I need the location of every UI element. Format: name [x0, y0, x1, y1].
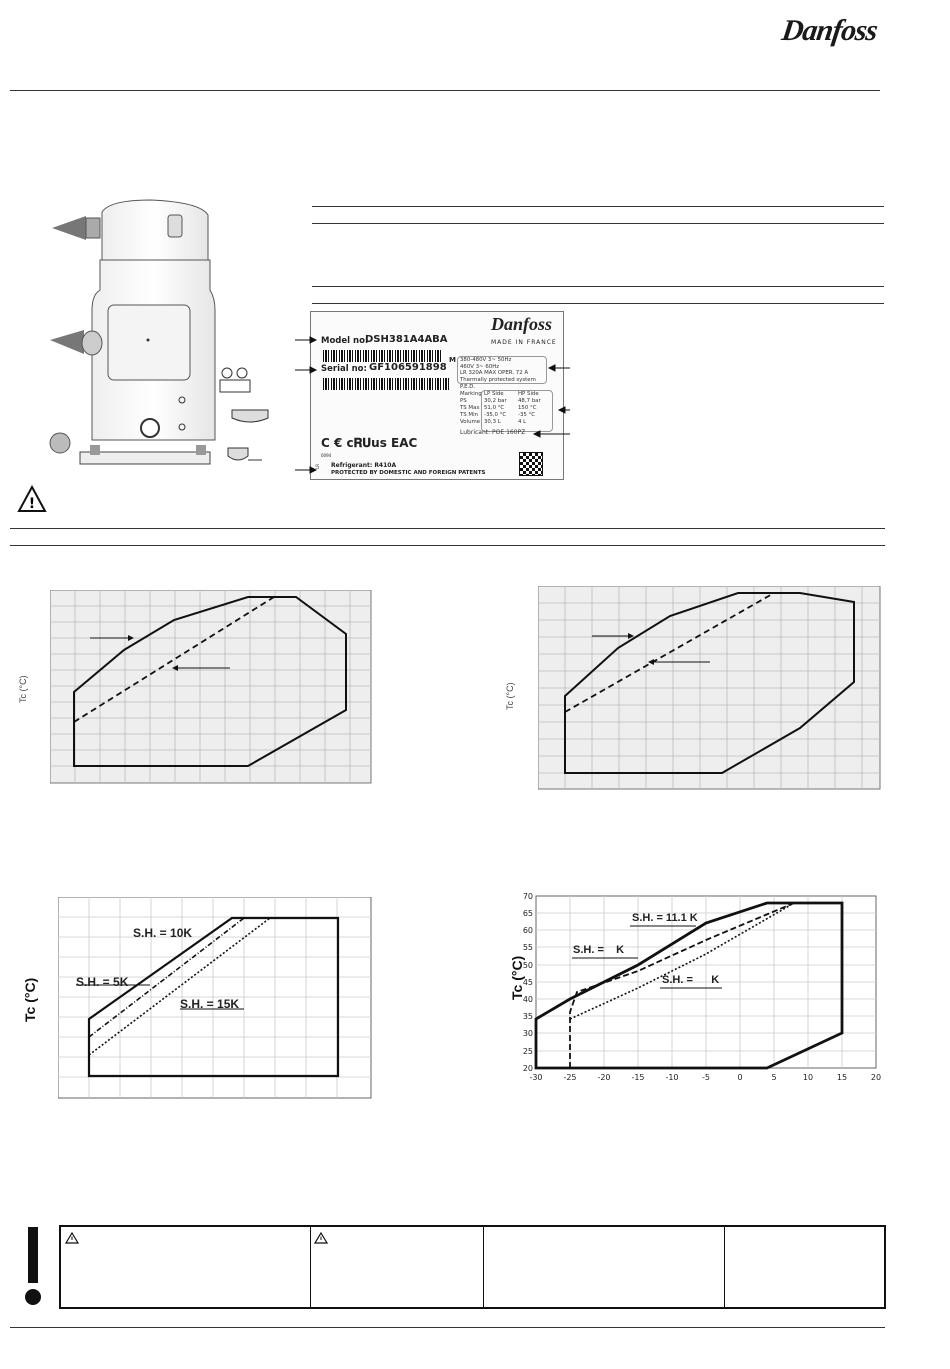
label-sh-5k: S.H. = 5K	[76, 975, 129, 989]
ped-ps: PS	[460, 398, 467, 404]
ped-tsmax: TS Max	[460, 405, 480, 411]
warning-cell-3	[483, 1227, 725, 1307]
label-sh-11-1k: S.H. = 11.1 K	[632, 912, 698, 924]
power-line-4: Thermally protected system	[460, 376, 536, 383]
ped-tsmin: TS Min	[460, 412, 478, 418]
svg-text:65: 65	[522, 909, 533, 918]
svg-text:-15: -15	[631, 1073, 645, 1082]
ped-label: P.E.D.	[460, 384, 476, 390]
hp-header: HP Side	[518, 391, 539, 397]
label-sh-k-b: S.H. = K	[662, 974, 720, 986]
side-mark: LR	[315, 463, 321, 470]
suction-arrow-icon	[50, 330, 84, 354]
nameplate-arrows	[290, 330, 580, 475]
header-divider	[10, 90, 880, 91]
svg-text:70: 70	[522, 892, 533, 901]
label-sh-k-a: S.H. = K	[573, 944, 625, 956]
lp-tsmax: 51,0 °C	[484, 405, 505, 411]
chart1-ylabel: Tc (°C)	[18, 675, 28, 703]
lp-ps: 30,2 bar	[484, 398, 507, 404]
model-label: Model no:	[321, 336, 369, 346]
warning-cell-1	[61, 1227, 311, 1307]
svg-text:20: 20	[522, 1064, 533, 1073]
svg-text:20: 20	[870, 1073, 882, 1082]
power-line-1: 380-480V 3~ 50Hz	[460, 357, 512, 363]
warning-cell-2	[310, 1227, 484, 1307]
lp-tsmin: -35,0 °C	[484, 412, 507, 418]
serial-label: Serial no:	[321, 364, 367, 374]
envelope-chart-2	[538, 586, 881, 790]
compressor-drawing	[20, 190, 280, 485]
chart4-ylabel: Tc (°C)	[509, 955, 525, 1000]
chart2-ylabel: Tc (°C)	[505, 682, 515, 710]
svg-text:55: 55	[522, 943, 533, 952]
svg-text:-5: -5	[702, 1073, 710, 1082]
rule-3	[312, 286, 884, 287]
refrigerant: Refrigerant: R410A	[331, 462, 397, 469]
label-sh-15k: S.H. = 15K	[180, 997, 240, 1011]
svg-text:15: 15	[836, 1073, 848, 1082]
hp-tsmax: 150 °C	[518, 405, 537, 411]
warning-triangle-icon	[65, 1232, 79, 1244]
plate-logo: Danfoss	[491, 314, 553, 334]
label-sh-10k: S.H. = 10K	[133, 926, 193, 940]
svg-text:30: 30	[522, 1029, 533, 1038]
danfoss-logo: Danfoss	[779, 14, 880, 47]
svg-text:60: 60	[522, 926, 533, 935]
warning-table	[59, 1225, 886, 1309]
svg-text:50: 50	[522, 961, 533, 970]
hp-ps: 48,7 bar	[518, 398, 541, 404]
svg-text:!: !	[28, 496, 36, 512]
svg-text:0: 0	[737, 1073, 743, 1082]
rule-2	[312, 223, 884, 224]
model-value: DSH381A4ABA	[365, 334, 448, 345]
ped-marking: Marking	[460, 391, 482, 397]
svg-text:10: 10	[802, 1073, 814, 1082]
made-in: MADE IN FRANCE	[491, 339, 557, 346]
m-mark: M	[449, 356, 456, 364]
lp-header: LP Side	[484, 391, 504, 397]
svg-text:45: 45	[522, 978, 533, 987]
discharge-arrow-icon	[52, 216, 86, 240]
svg-text:5: 5	[771, 1073, 777, 1082]
serial-value: GF106591898	[369, 362, 447, 373]
svg-text:-25: -25	[563, 1073, 577, 1082]
ped-volume: Volume	[460, 419, 481, 425]
lp-volume: 30,3 L	[484, 419, 501, 425]
rule-1	[312, 206, 884, 207]
warning-triangle-icon	[17, 485, 47, 513]
section-rule-2	[10, 545, 885, 546]
footer-rule	[10, 1327, 885, 1328]
power-line-2: 460V 3~ 60Hz	[460, 363, 500, 370]
patents: PROTECTED BY DOMESTIC AND FOREIGN PATENTS	[331, 470, 486, 476]
svg-text:40: 40	[522, 995, 533, 1004]
section-rule-1	[10, 528, 885, 529]
warning-triangle-icon	[314, 1232, 328, 1244]
exclamation-icon	[22, 1225, 44, 1307]
rule-4	[312, 303, 884, 304]
svg-text:25: 25	[522, 1047, 533, 1056]
hp-tsmin: -35 °C	[518, 412, 535, 418]
lubricant: Lubricant: POE 160PZ	[460, 429, 526, 436]
svg-text:35: 35	[522, 1012, 533, 1021]
chart3-ylabel: Tc (°C)	[22, 977, 38, 1022]
svg-text:-20: -20	[597, 1073, 611, 1082]
envelope-chart-1	[50, 590, 372, 784]
ce-small: 0094	[321, 453, 332, 458]
power-line-3: LR 320A MAX OPER. 72 A	[460, 370, 529, 377]
warning-cell-4	[724, 1227, 880, 1307]
svg-text:-30: -30	[529, 1073, 543, 1082]
ce-marks: C € c𝐑𝐔us EAC	[321, 436, 418, 450]
svg-text:-10: -10	[665, 1073, 679, 1082]
hp-volume: 4 L	[518, 419, 527, 425]
